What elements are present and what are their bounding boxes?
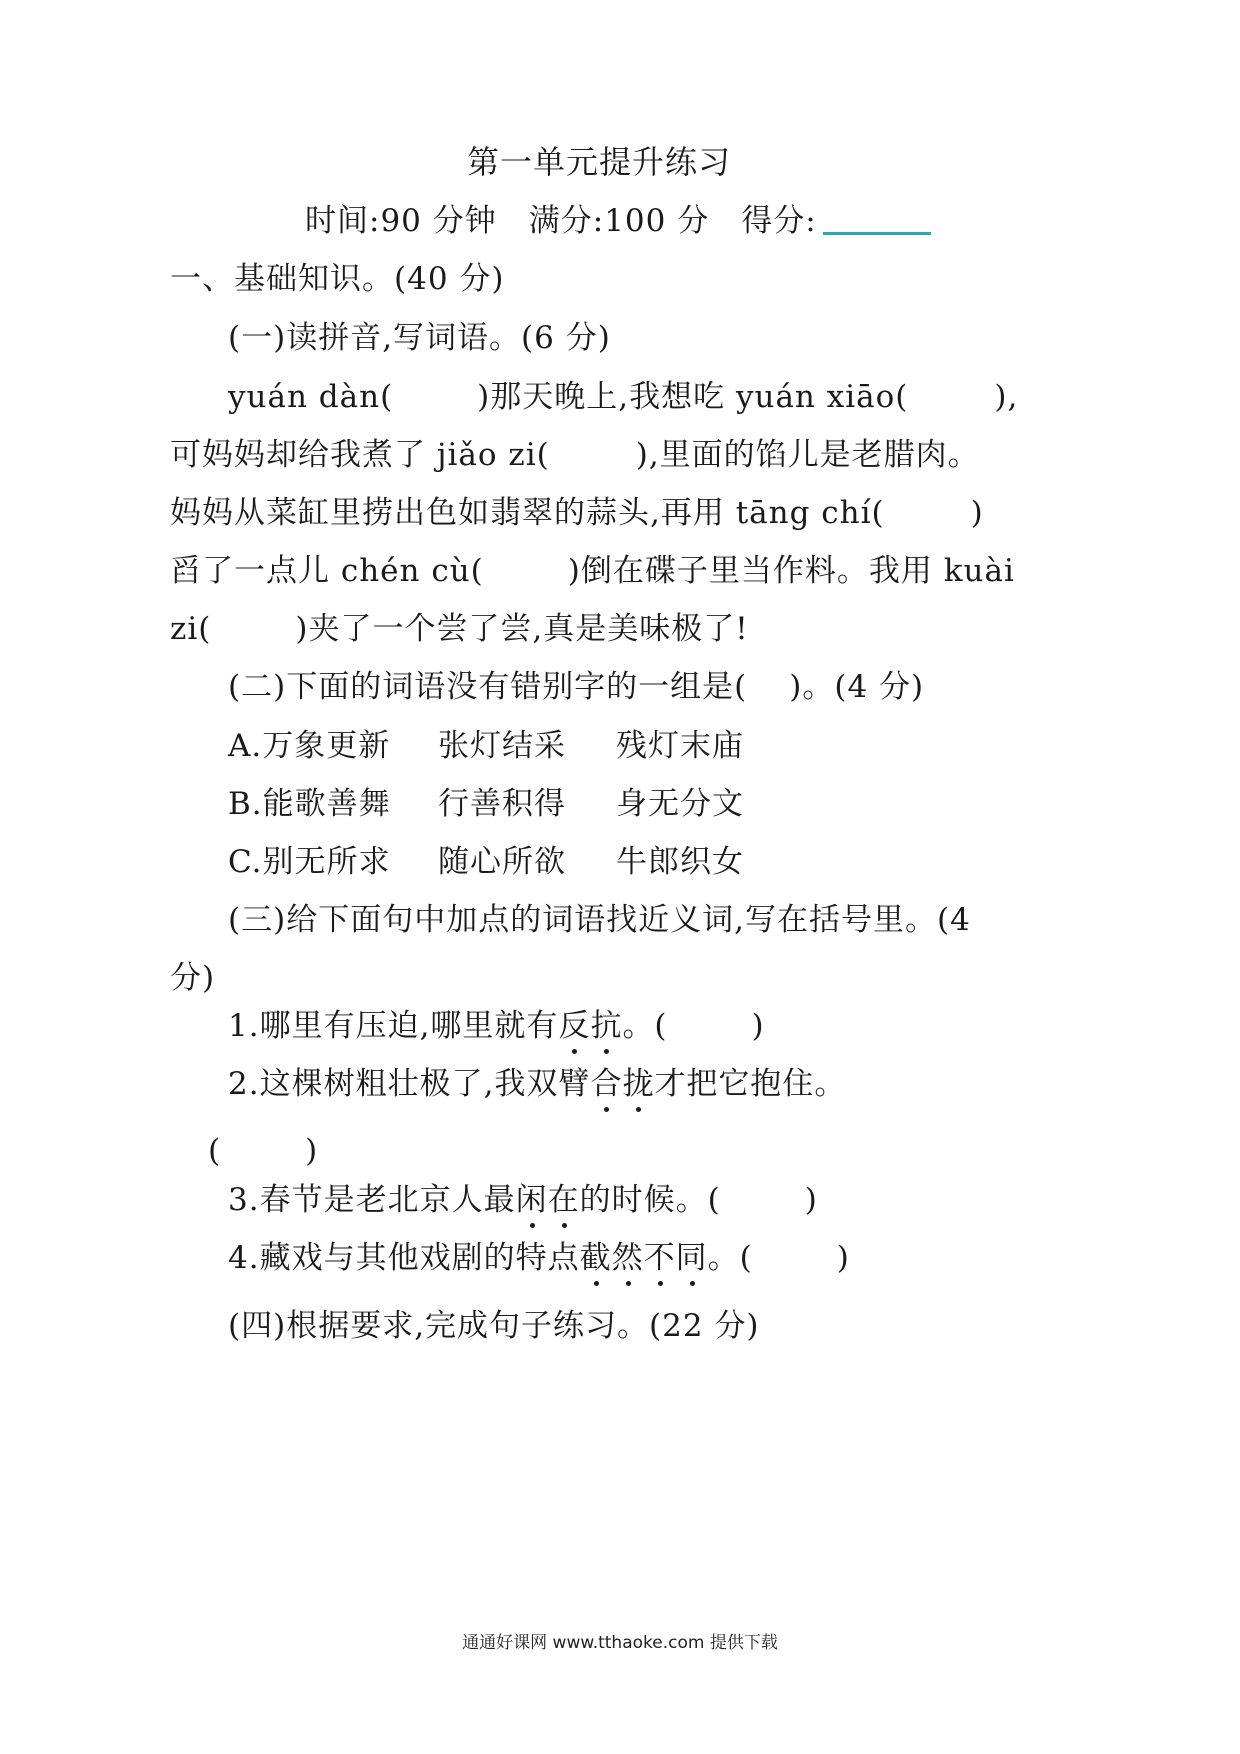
dotted-char: 截	[579, 1240, 612, 1276]
section-heading: 一、基础知识。(40 分)	[170, 261, 505, 297]
dotted-char: 在	[547, 1182, 580, 1218]
score-label: 得分:	[741, 203, 817, 239]
dotted-char: 然	[611, 1240, 644, 1276]
footer-credit: 通通好课网 www.tthaoke.com 提供下载	[462, 1633, 778, 1653]
dotted-char: 合	[590, 1066, 623, 1102]
question-4-title: (四)根据要求,完成句子练习。(22 分)	[228, 1308, 760, 1344]
time-label: 时间:90 分钟	[305, 203, 497, 239]
pinyin-line-3: 妈妈从菜缸里捞出色如翡翠的蒜头,再用 tāng chí( )	[170, 495, 984, 531]
dotted-char: 拢	[622, 1066, 655, 1102]
pinyin-line-5: zi( )夹了一个尝了尝,真是美味极了!	[170, 611, 749, 647]
pinyin-line-2: 可妈妈却给我煮了 jiǎo zi( ),里面的馅儿是老腊肉。	[170, 437, 980, 473]
sentence-2-answer: ( )	[208, 1133, 319, 1169]
sentence-3: 3.春节是老北京人最闲在的时候。( )	[228, 1182, 818, 1218]
option-a[interactable]: A.万象更新 张灯结采 残灯末庙	[228, 728, 744, 764]
question-3-title: (三)给下面句中加点的词语找近义词,写在括号里。(4	[228, 902, 971, 938]
full-score-label: 满分:100 分	[528, 203, 710, 239]
pinyin-line-4: 舀了一点儿 chén cù( )倒在碟子里当作料。我用 kuài	[170, 553, 1015, 589]
page-title: 第一单元提升练习	[467, 143, 732, 181]
question-3-title-cont: 分)	[170, 960, 216, 996]
exam-header	[305, 201, 931, 241]
sentence-4: 4.藏戏与其他戏剧的特点截然不同。( )	[228, 1240, 850, 1276]
question-2-title: (二)下面的词语没有错别字的一组是( )。(4 分)	[228, 669, 925, 705]
sentence-1: 1.哪里有压迫,哪里就有反抗。( )	[228, 1008, 765, 1044]
question-1-title: (一)读拼音,写词语。(6 分)	[228, 320, 611, 356]
sentence-2: 2.这棵树粗壮极了,我双臂合拢才把它抱住。	[228, 1066, 847, 1102]
dotted-char: 闲	[515, 1182, 548, 1218]
dotted-char: 抗	[590, 1008, 623, 1044]
option-c[interactable]: C.别无所求 随心所欲 牛郎织女	[228, 844, 744, 880]
score-blank-line[interactable]	[823, 232, 931, 235]
pinyin-line-1: yuán dàn( )那天晚上,我想吃 yuán xiāo( ),	[228, 379, 1019, 415]
dotted-char: 不	[643, 1240, 676, 1276]
option-b[interactable]: B.能歌善舞 行善积得 身无分文	[228, 786, 744, 822]
dotted-char: 同	[675, 1240, 708, 1276]
dotted-char: 反	[558, 1008, 591, 1044]
